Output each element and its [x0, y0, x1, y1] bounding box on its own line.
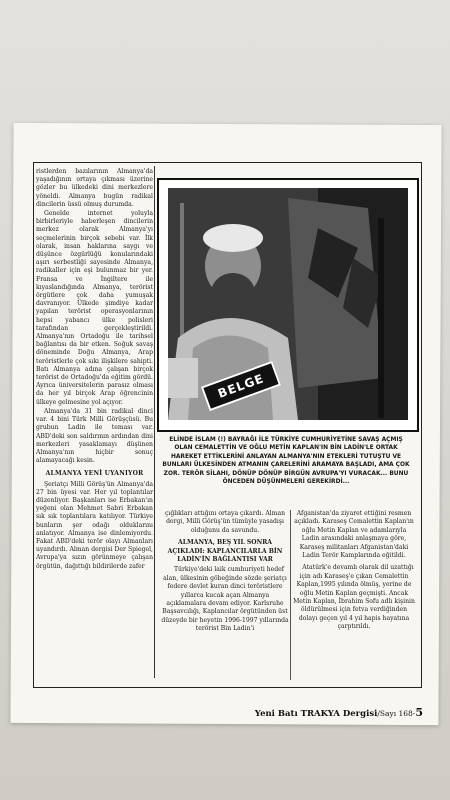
belge-stamp: BELGE	[201, 361, 281, 411]
photo-caption: ELİNDE İSLAM (!) BAYRAĞI İLE TÜRKİYE CUMHURİYETİNE SAVAŞ AÇMIŞ OLAN CEMALETTİN VE OĞLU METİN KAPLAN'IN BİN LADİN'LE ORTAK HAREKET ETTİKLERİNİ ANLAYAN ALMANYA'NIN ETEKLERİ TUTUŞTU VE BUNLARI ÜLKESİNDEN ATMANIN ÇARELERİNİ ARAMAYA BAŞLADI, AMA ÇOK ZOR. TERÖR SİLAHI, DÖNÜP DÖNÜP BİRGÜN AVRUPA'YI VURACAK... BUNU ÖNCEDEN DÜŞÜNMELERİ GEREKİRDİ...	[162, 437, 410, 486]
right-column	[293, 510, 415, 632]
left-paragraph-3: Almanya'da 31 bin radikal dinci var. 4 bini Türk Milli Görüşçüsü. Bu grubun Ladin ile teması var. ABD'deki son saldırının ardından dini merkezleri yasaklamayı düşünen Almanya'nın hiçbir sonuç alamayacağı kesin.	[36, 407, 153, 465]
middle-heading: ALMANYA, BEŞ YIL SONRA AÇIKLADI: KAPLANCILARLA BİN LADİN'İN BAĞLANTISI VAR	[167, 539, 283, 564]
left-paragraph-2: Genelde internet yoluyla birbirleriyle haberleşen dincilerin merkez olarak Almanya'yı seçmelerinin birçok sebebi var. İlk olarak, insan haklarına saygı ve düşünce özgürlüğü konularındaki aşırı serbestliği sayesinde Almanya, radikaller için eşi bulunmaz bir yer. Fransa ve İngiltere ile kıyaslandığında Almanya, terörist örgütlere çok daha yumuşak davranıyor. Ülkede şimdiye kadar yapılan terörist operasyonlarının hepsi yabancı ülke polisleri tarafından gerçekleştirildi. Almanya'nın Ortadoğu ile tarihsel bağlantısı da bir etken. Soğuk savaş döneminde Doğu Almanya, Arap teröristlerle çok sıkı ilişkilere sahipti. Batı Almanya adına çalışan birçok terörist de Ortadoğu'da eğitim gördü. Ayrıca üniversitelerin parasız olması da her yıl birçok Arap öğrencinin ülkeye gelmesine yol açıyor.	[36, 210, 153, 406]
middle-column	[160, 510, 290, 634]
left-paragraph-1: ristlerden bazılarının Almanya'da yaşadığının ortaya çıkması üzerine gözler bu ülkedeki dini merkezlere yöneldi. Almanya bugün radikal dincilerin üssü olmuş durumda.	[36, 168, 153, 208]
left-column	[36, 168, 153, 571]
middle-body: Türkiye'deki laik cumhuriyeti hedef alan, ülkesinin göbeğinde sözde şeriatçı federe devlet kuran dinci teröristlere yıllarca kucak açan Almanya açıklamalara devam ediyor. Karlsruhe Başsavcılığı, Kaplancılar örgütünden üst düzeyde bir heyetin 1996-1997 yıllarında terörist Bin Ladin'i	[161, 566, 289, 633]
magazine-name: Yeni Batı TRAKYA Dergisi	[254, 709, 378, 719]
page-number: 5	[415, 706, 423, 719]
column-divider	[154, 166, 155, 678]
middle-intro: çığlıkları attığını ortaya çıkardı. Alman dergi, Milli Görüş'ün tümüyle yasadışı olduğunu da savundu.	[164, 510, 286, 534]
left-paragraph-4: Şeriatçı Milli Görüş'ün Almanya'da 27 bin üyesi var. Her yıl toplantılar düzenliyor. Başkanları ise Erbakan'ın yeğeni olan Mehmet Sabri Erbakan sık sık toplantılara katılıyor. Türkiye bunların şer odağı olduklarını anlatıyor. Almanya ise dinlemiyordu. Fakat ABD'deki terör olayı Almanları uyandırdı. Alman dergisi Der Spiegel, Avrupa'ya sızın görünmeye çalışan örgütün, dağıttığı bildirilerde zafer	[36, 480, 153, 570]
page-footer	[208, 706, 423, 719]
right-paragraph-1: Afganistan'da ziyaret ettiğini resmen açıkladı. Karaseş Cemalettin Kaplan'ın oğlu Metin Kaplan ve adamlarıyla Ladin arasındaki anlaşmaya göre, Karaseş militanları Afganistan'daki Ladin Terör Kamplarında eğitildi.	[294, 510, 414, 560]
issue-number: /Sayı 168-	[377, 709, 416, 718]
column-divider-2	[290, 510, 291, 680]
left-heading: ALMANYA YENİ UYANIYOR	[45, 470, 144, 478]
right-paragraph-2: Atatürk'e devamlı olarak dil uzattığı için adı Karaseş'e çıkan Cemalettin Kaplan,1995 yılında ölmüş, yerine de oğlu Metin Kaplan geçmişti. Ancak Metin Kaplan, İbrahim Sofu adlı kişinin öldürülmesi için fetva verdiğinden dolayı geçen yıl 4 yıl hapis hayatına çarptırıldı.	[293, 564, 415, 631]
